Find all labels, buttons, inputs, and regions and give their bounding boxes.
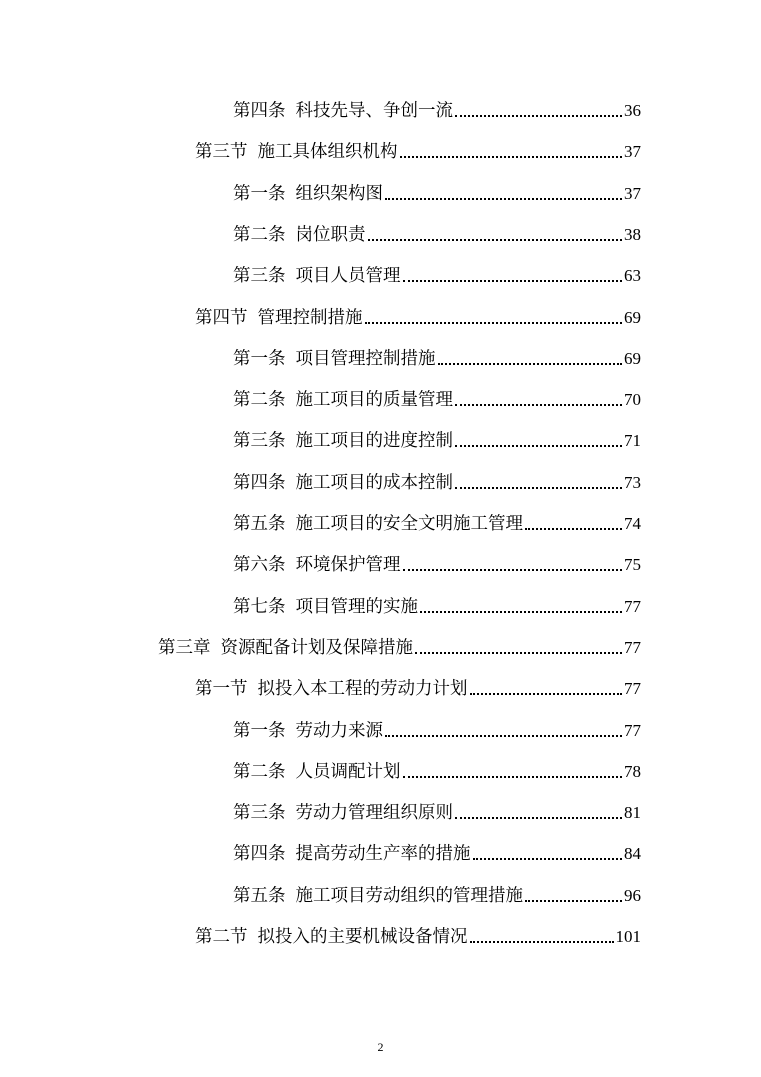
toc-entry[interactable] (233, 753, 641, 783)
dot-leader (455, 816, 622, 819)
toc-entry-page: 84 (624, 844, 641, 864)
toc-entry[interactable] (195, 299, 641, 329)
toc-entry-label: 第四条 (233, 844, 286, 865)
toc-entry[interactable] (233, 216, 641, 246)
toc-entry-title: 拟投入本工程的劳动力计划 (257, 679, 468, 700)
toc-entry-title: 拟投入的主要机械设备情况 (257, 927, 468, 947)
toc-entry-label: 第三节 (195, 142, 248, 163)
toc-entry-page: 69 (624, 307, 641, 327)
toc-entry-label: 第一条 (233, 348, 286, 369)
dot-leader (420, 610, 622, 613)
toc-entry-label: 第三条 (233, 803, 286, 824)
toc-entry[interactable] (233, 505, 641, 535)
toc-entry-title: 施工项目的安全文明施工管理 (295, 514, 523, 534)
toc-entry-page: 74 (624, 514, 641, 533)
toc-entry-title: 劳动力来源 (295, 720, 383, 741)
toc-entry-label: 第二条 (233, 224, 286, 245)
toc-entry[interactable] (233, 877, 641, 907)
toc-entry[interactable] (233, 381, 641, 411)
toc-entry-page: 71 (624, 431, 641, 451)
toc-entry-title: 人员调配计划 (295, 761, 401, 782)
toc-entry-label: 第二条 (233, 390, 286, 411)
toc-entry-page: 75 (624, 555, 641, 575)
toc-entry-label: 第三条 (233, 266, 286, 287)
toc-entry-label: 第六条 (233, 555, 286, 576)
toc-entry-label: 第一节 (195, 679, 248, 700)
toc-entry-title: 岗位职责 (295, 224, 366, 245)
toc-entry-title: 环境保护管理 (295, 555, 401, 576)
toc-entry-title: 施工项目的质量管理 (295, 390, 453, 411)
dot-leader (438, 362, 623, 365)
dot-leader (415, 651, 622, 654)
dot-leader (455, 114, 622, 117)
dot-leader (385, 197, 622, 200)
dot-leader (525, 527, 622, 530)
dot-leader (455, 486, 622, 489)
toc-entry-page: 81 (624, 803, 641, 823)
toc-entry-title: 项目管理的实施 (295, 596, 418, 617)
toc-entry[interactable] (233, 546, 641, 576)
dot-leader (470, 692, 623, 695)
toc-entry-label: 第七条 (233, 596, 286, 617)
toc-entry-title: 组织架构图 (295, 183, 383, 204)
toc-entry-page: 77 (624, 679, 641, 699)
toc-entry-title: 管理控制措施 (257, 307, 363, 328)
toc-entry-label: 第二条 (233, 761, 286, 782)
toc-entry-page: 38 (624, 224, 641, 244)
dot-leader (473, 857, 623, 860)
toc-entry-page: 78 (624, 761, 641, 781)
toc-entry-title: 施工项目的进度控制 (295, 431, 453, 452)
toc-entry[interactable] (195, 918, 641, 948)
toc-entry[interactable] (233, 340, 641, 370)
toc-entry-label: 第三条 (233, 431, 286, 452)
dot-leader (403, 568, 623, 571)
toc-entry-label: 第五条 (233, 885, 286, 906)
toc-entry-page: 96 (624, 885, 641, 905)
toc-entry-label: 第四条 (233, 101, 286, 121)
toc-entry-title: 劳动力管理组织原则 (295, 803, 453, 824)
dot-leader (470, 940, 614, 943)
toc-entry[interactable] (233, 464, 641, 494)
dot-leader (400, 155, 623, 158)
dot-leader (455, 403, 622, 406)
toc-entry[interactable] (233, 175, 641, 205)
toc-entry[interactable] (233, 712, 641, 742)
toc-entry-title: 施工项目的成本控制 (295, 472, 453, 493)
toc-entry[interactable] (195, 670, 641, 700)
toc-entry-title: 项目管理控制措施 (295, 348, 436, 369)
toc-entry-label: 第三章 (158, 637, 211, 658)
toc-entry-label: 第五条 (233, 514, 286, 534)
toc-entry-page: 69 (624, 348, 641, 368)
toc-entry[interactable] (233, 92, 641, 122)
toc-entry-page: 73 (624, 472, 641, 492)
toc-entry-page: 77 (624, 596, 641, 616)
toc-entry-page: 63 (624, 266, 641, 286)
dot-leader (365, 321, 623, 324)
toc-entry-page: 36 (624, 101, 641, 120)
toc-entry[interactable] (233, 835, 641, 865)
page-number: 2 (377, 1040, 384, 1054)
toc-entry[interactable] (233, 257, 641, 287)
dot-leader (525, 899, 622, 902)
toc-entry-title: 科技先导、争创一流 (295, 101, 453, 121)
toc-entry-label: 第四条 (233, 472, 286, 493)
dot-leader (403, 279, 623, 282)
toc-entry-page: 37 (624, 183, 641, 203)
toc-entry-label: 第二节 (195, 927, 248, 947)
toc-entry-page: 37 (624, 142, 641, 162)
toc-entry-title: 提高劳动生产率的措施 (295, 844, 471, 865)
toc-entry[interactable] (195, 133, 641, 163)
toc-entry-label: 第一条 (233, 720, 286, 741)
toc-entry-label: 第一条 (233, 183, 286, 204)
toc-entry-label: 第四节 (195, 307, 248, 328)
toc-entry[interactable] (233, 588, 641, 618)
dot-leader (368, 238, 623, 241)
toc-entry-page: 77 (624, 637, 641, 657)
toc-entry[interactable] (158, 629, 641, 659)
toc-entry-page: 70 (624, 390, 641, 410)
toc-entry-title: 项目人员管理 (295, 266, 401, 287)
toc-entry-page: 77 (624, 720, 641, 740)
dot-leader (403, 775, 623, 778)
toc-entry[interactable] (233, 794, 641, 824)
toc-entry-title: 施工具体组织机构 (257, 142, 398, 163)
toc-entry[interactable] (233, 422, 641, 452)
toc-entry-title: 资源配备计划及保障措施 (220, 637, 413, 658)
toc-entry-page: 101 (615, 927, 641, 946)
toc-entry-title: 施工项目劳动组织的管理措施 (295, 885, 523, 906)
dot-leader (385, 734, 622, 737)
dot-leader (455, 444, 622, 447)
